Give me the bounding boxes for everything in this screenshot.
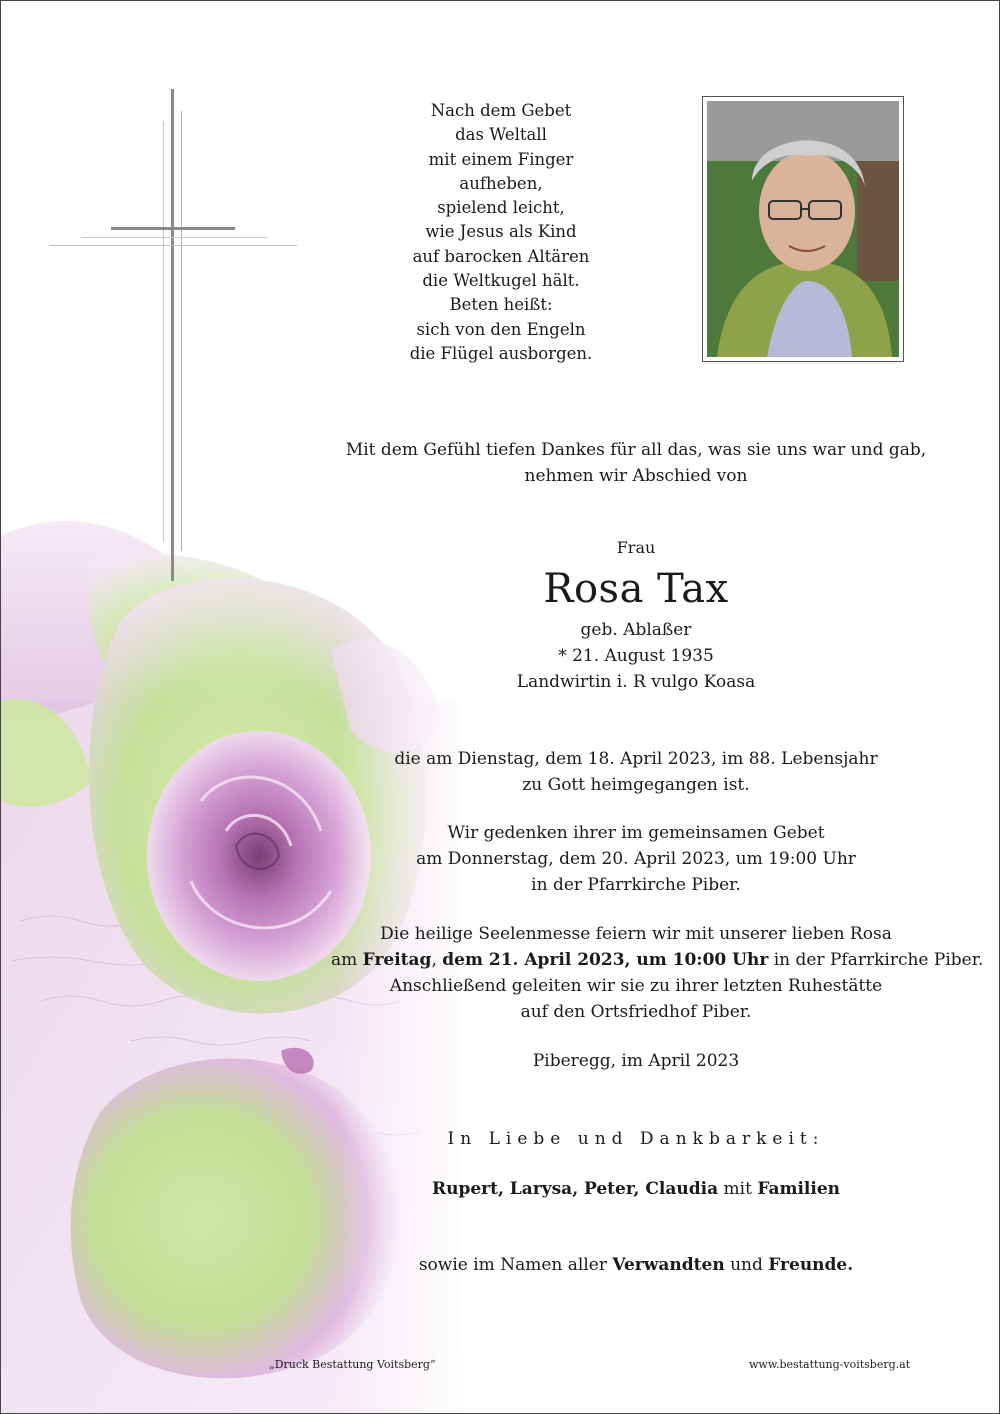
- relatives-text: und: [724, 1255, 769, 1275]
- portrait-photo-frame: [702, 96, 904, 362]
- poem-line: die Flügel ausborgen.: [409, 343, 593, 363]
- prayer-line: am Donnerstag, dem 20. April 2023, um 19:00 Uhr: [416, 849, 856, 869]
- poem-line: aufheben,: [459, 173, 543, 193]
- maiden-name: geb. Ablaßer: [580, 620, 692, 640]
- poem-line: wie Jesus als Kind: [425, 222, 577, 242]
- portrait-illustration: [707, 101, 899, 357]
- poem-line: Nach dem Gebet: [430, 101, 572, 120]
- poem-line: auf barocken Altären: [412, 246, 590, 266]
- intro-line: Mit dem Gefühl tiefen Dankes für all das, was sie uns war und gab,: [345, 440, 927, 460]
- poem-line: mit einem Finger: [428, 149, 574, 169]
- mass-line: [331, 947, 984, 973]
- mass-line: Die heilige Seelenmesse feiern wir mit unserer lieben Rosa: [380, 924, 892, 944]
- prayer-line: Wir gedenken ihrer im gemeinsamen Gebet: [447, 823, 825, 843]
- printer-credit: „Druck Bestattung Voitsberg“: [269, 1358, 436, 1371]
- website-link[interactable]: www.bestattung-voitsberg.at: [749, 1358, 911, 1371]
- family-text: mit: [718, 1179, 758, 1199]
- person-details: [331, 617, 941, 695]
- death-line: die am Dienstag, dem 18. April 2023, im 88. Lebensjahr: [394, 749, 878, 769]
- family-names: [331, 1176, 941, 1202]
- mass-notice: [331, 921, 984, 1025]
- intro-text: [331, 437, 941, 489]
- death-notice: [331, 746, 941, 798]
- prayer-notice: [331, 820, 941, 898]
- poem-line: sich von den Engeln: [416, 319, 586, 339]
- poem-line: Beten heißt:: [449, 295, 553, 315]
- relatives-text: sowie im Namen aller: [418, 1255, 613, 1275]
- place-date: Piberegg, im April 2023: [532, 1051, 740, 1071]
- friends-bold: Freunde.: [768, 1255, 854, 1275]
- person-name: Rosa Tax: [543, 566, 729, 612]
- poem: [381, 99, 621, 366]
- poem-line: die Weltkugel hält.: [422, 271, 580, 291]
- relatives-line: [331, 1252, 941, 1278]
- mass-text: ,: [431, 950, 443, 970]
- family-members: Rupert, Larysa, Peter, Claudia: [431, 1179, 719, 1199]
- mass-day: Freitag: [362, 950, 432, 970]
- person-title: Frau: [616, 538, 656, 557]
- portrait-photo: [707, 101, 899, 357]
- poem-line: spielend leicht,: [437, 198, 565, 218]
- mass-text: am: [331, 950, 363, 970]
- birth-date: * 21. August 1935: [558, 646, 714, 666]
- closing-text: In Liebe und Dankbarkeit:: [447, 1129, 825, 1149]
- poem-line: das Weltall: [455, 125, 547, 145]
- mass-date: dem 21. April 2023, um 10:00 Uhr: [442, 950, 769, 970]
- death-line: zu Gott heimgegangen ist.: [522, 775, 750, 795]
- occupation: Landwirtin i. R vulgo Koasa: [516, 672, 756, 692]
- family-line: [331, 1176, 941, 1202]
- mass-line: Anschließend geleiten wir sie zu ihrer letzten Ruhestätte: [389, 976, 883, 996]
- family-families: Familien: [757, 1179, 841, 1199]
- mass-text: in der Pfarrkirche Piber.: [768, 950, 984, 970]
- intro-line: nehmen wir Abschied von: [524, 466, 748, 486]
- relatives-bold: Verwandten: [612, 1255, 725, 1275]
- mass-line: auf den Ortsfriedhof Piber.: [520, 1002, 752, 1022]
- prayer-line: in der Pfarrkirche Piber.: [531, 875, 741, 895]
- relatives-text-line: [331, 1252, 941, 1278]
